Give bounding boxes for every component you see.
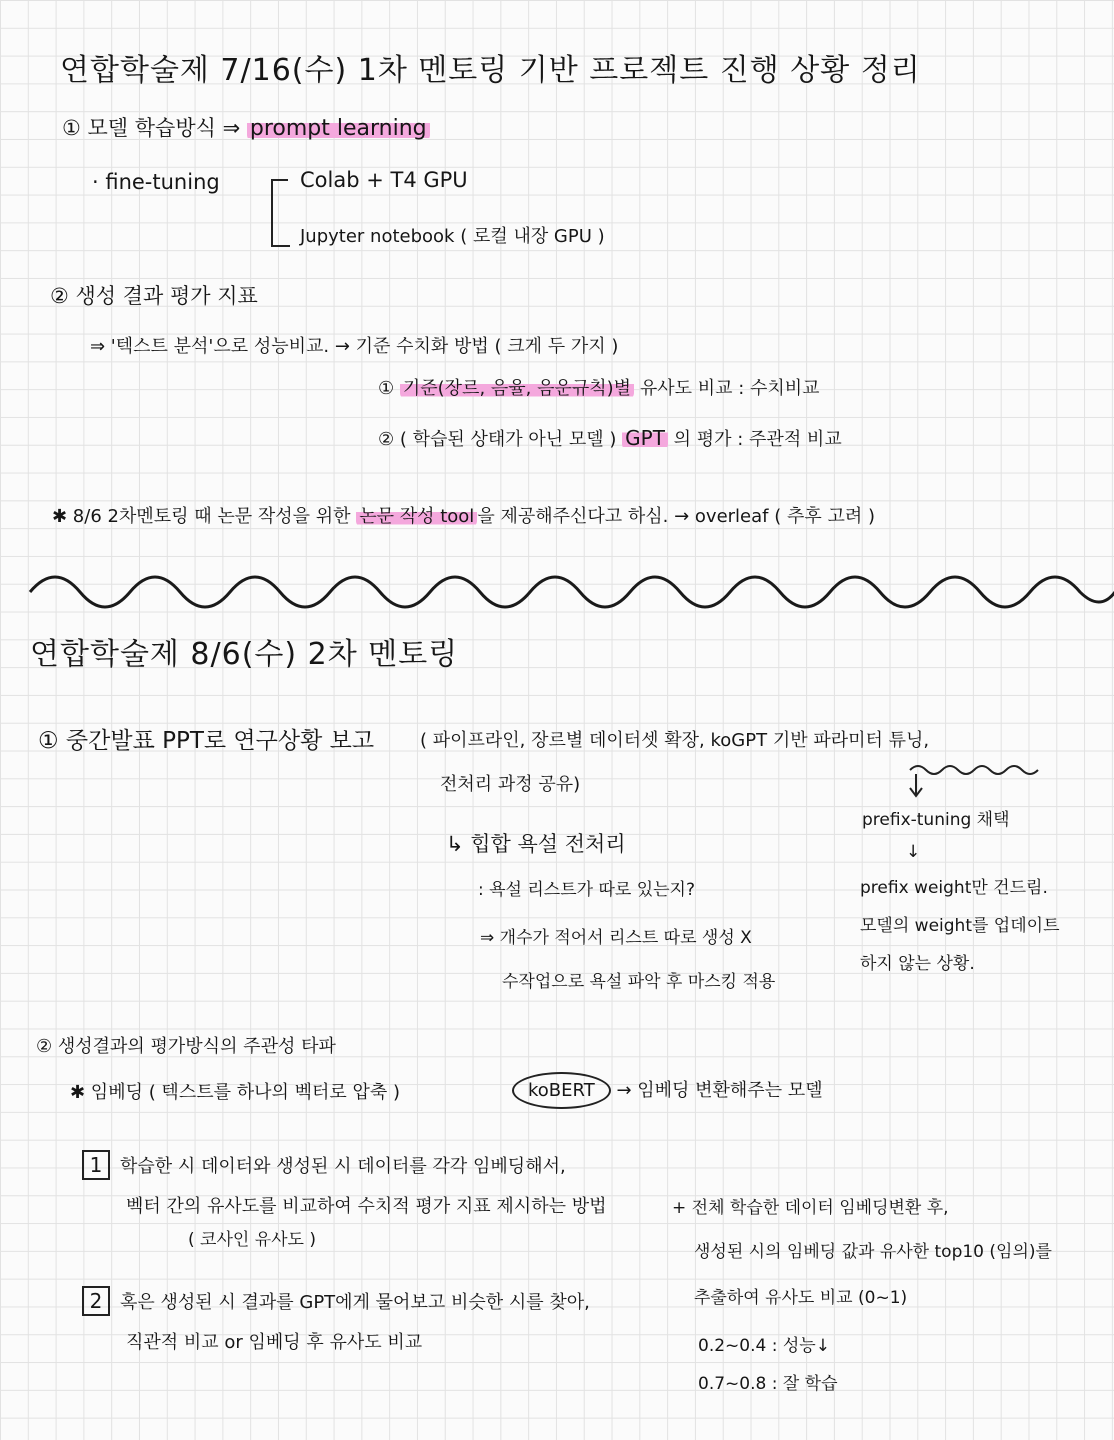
s2-method-1-line3: ( 코사인 유사도 ) [188,1230,317,1250]
s2-item1-detail-line1: ( 파이프라인, 장르별 데이터셋 확장, koGPT 기반 파라미터 튜닝, [420,730,930,751]
s1-finetune-opt2: Jupyter notebook ( 로컬 내장 GPU ) [300,226,605,247]
s2-item1-label: ① 중간발표 PPT로 연구상황 보고 [38,728,375,754]
s2-plus-1: + 전체 학습한 데이터 임베딩변환 후, [672,1198,949,1218]
s2-plus-3: 추출하여 유사도 비교 (0~1) [694,1288,908,1308]
s1-crit2-prefix: ② ( 학습된 상태가 아닌 모델 ) [378,429,617,450]
s1-item2-label: ② 생성 결과 평가 지표 [50,284,258,308]
s1-finetune-label: · fine-tuning [92,170,220,194]
s1-note-highlight: 논문 작성 tool [356,506,477,527]
s2-item2-label: ② 생성결과의 평가방식의 주관성 타파 [36,1036,336,1057]
s1-crit1-highlight: 기준(장르, 음율, 음운규칙)별 [400,378,634,399]
s1-item2-desc: ⇒ '텍스트 분석'으로 성능비교. → 기준 수치화 방법 ( 크게 두 가지 ) [90,336,619,357]
section1-title: 연합학술제 7/16(수) 1차 멘토링 기반 프로젝트 진행 상황 정리 [60,53,921,88]
s1-finetune-opt1: Colab + T4 GPU [300,168,468,192]
section-divider-wave [30,577,1114,607]
kobert-oval: koBERT [512,1072,611,1109]
s2-score-1: 0.2~0.4 : 성능↓ [698,1336,830,1356]
s2-method-1-line2: 벡터 간의 유사도를 비교하여 수치적 평가 지표 제시하는 방법 [126,1196,607,1217]
s1-note-post: 을 제공해주신다고 하심. → overleaf ( 추후 고려 ) [477,506,875,527]
s1-item1-method: prompt learning [247,116,430,141]
s1-crit2-highlight: GPT [622,426,668,450]
s2-plus-2: 생성된 시의 임베딩 값과 유사한 top10 (임의)를 [694,1242,1052,1262]
s2-item1-detail-line2: 전처리 과정 공유) [440,774,581,795]
method-2-number: 2 [82,1286,110,1316]
s2-prefix-4: 하지 않는 상황. [860,954,975,974]
s2-prefix-3: 모델의 weight를 업데이트 [860,916,1060,936]
s1-note-pre: ✱ 8/6 2차멘토링 때 논문 작성을 위한 [52,506,351,527]
param-tuning-down-arrow [910,774,922,796]
s2-sub-question: : 욕설 리스트가 따로 있는지? [478,880,696,900]
s1-crit1-prefix: ① [378,378,395,399]
s1-item1-label: ① 모델 학습방식 ⇒ [62,116,241,140]
s2-prefix-2: prefix weight만 건드림. [860,878,1048,898]
s2-embed-label: ✱ 임베딩 ( 텍스트를 하나의 벡터로 압축 ) [70,1082,400,1103]
method-2-line1: 혹은 생성된 시 결과를 GPT에게 물어보고 비슷한 시를 찾아, [120,1292,590,1313]
s2-method-2-line2: 직관적 비교 or 임베딩 후 유사도 비교 [126,1332,423,1353]
s2-sub-title: ↳ 힙합 욕설 전처리 [446,832,626,856]
s1-crit2-rest: 의 평가 : 주관적 비교 [673,429,842,450]
method-1-line1: 학습한 시 데이터와 생성된 시 데이터를 각각 임베딩해서, [120,1156,566,1177]
s1-crit1-rest: 유사도 비교 : 수치비교 [639,378,820,399]
s2-sub-answer-1: ⇒ 개수가 적어서 리스트 따로 생성 X [480,928,752,948]
s2-prefix-1: prefix-tuning 채택 [862,810,1010,830]
method-1-number: 1 [82,1150,110,1180]
finetune-bracket [272,180,290,246]
s2-prefix-arrow: ↓ [906,842,921,862]
kobert-desc: → 임베딩 변환해주는 모델 [616,1080,823,1101]
s2-sub-answer-2: 수작업으로 욕설 파악 후 마스킹 적용 [502,972,776,992]
param-tuning-underline-wave [910,766,1038,774]
section2-title: 연합학술제 8/6(수) 2차 멘토링 [30,637,459,672]
s2-score-2: 0.7~0.8 : 잘 학습 [698,1374,838,1394]
